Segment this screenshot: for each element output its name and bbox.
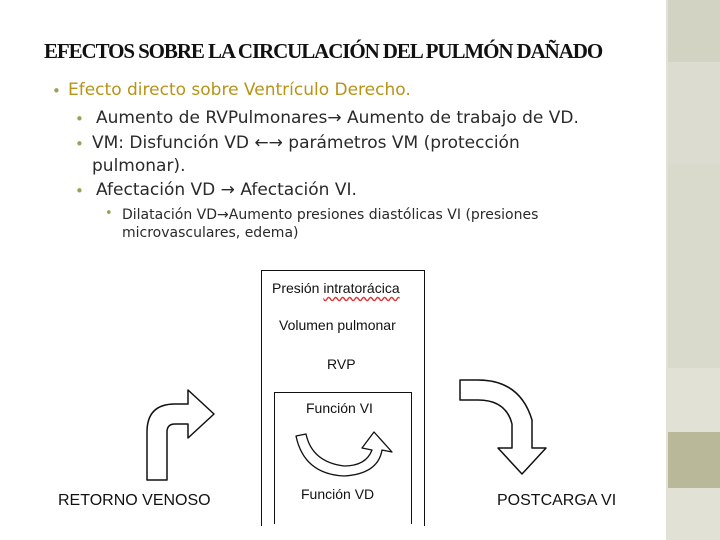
circular-arrow-icon xyxy=(296,432,392,476)
funcion-vd-label: Función VD xyxy=(301,486,375,502)
bullet-level3-text-cont: microvasculares, edema) xyxy=(122,225,299,241)
bullet-level3-text: Dilatación VD→Aumento presiones diastólicas VI (presiones xyxy=(122,207,539,223)
bullet-level1-text: Efecto directo sobre Ventrículo Derecho. xyxy=(68,80,411,100)
retorno-venoso-label: RETORNO VENOSO xyxy=(58,492,211,509)
bullet-dot: • xyxy=(105,206,113,221)
funcion-vi-label: Función VI xyxy=(306,400,373,416)
curved-arrow-up-right-icon xyxy=(147,390,214,480)
volumen-label: Volumen pulmonar xyxy=(279,317,396,333)
presion-label-b: intratorácica xyxy=(323,280,400,296)
bullet-level2-text: Afectación VD → Afectación VI. xyxy=(96,180,357,200)
presion-label-a: Presión xyxy=(272,280,324,296)
curved-arrow-down-icon xyxy=(460,380,546,474)
bullet-dot: • xyxy=(75,182,84,200)
bullet-dot: • xyxy=(52,82,61,100)
postcarga-label: POSTCARGA VI xyxy=(497,492,617,509)
bullet-dot: • xyxy=(75,135,84,153)
bullet-level2-text-cont: pulmonar). xyxy=(92,156,186,176)
bullet-level2-text: VM: Disfunción VD ←→ parámetros VM (protección xyxy=(92,133,520,153)
bullet-dot: • xyxy=(75,110,84,128)
rvp-label: RVP xyxy=(327,356,356,372)
slide-title: EFECTOS SOBRE LA CIRCULACIÓN DEL PULMÓN DAÑADO xyxy=(44,39,603,63)
bullet-level2-text: Aumento de RVPulmonares→ Aumento de trabajo de VD. xyxy=(96,108,579,128)
